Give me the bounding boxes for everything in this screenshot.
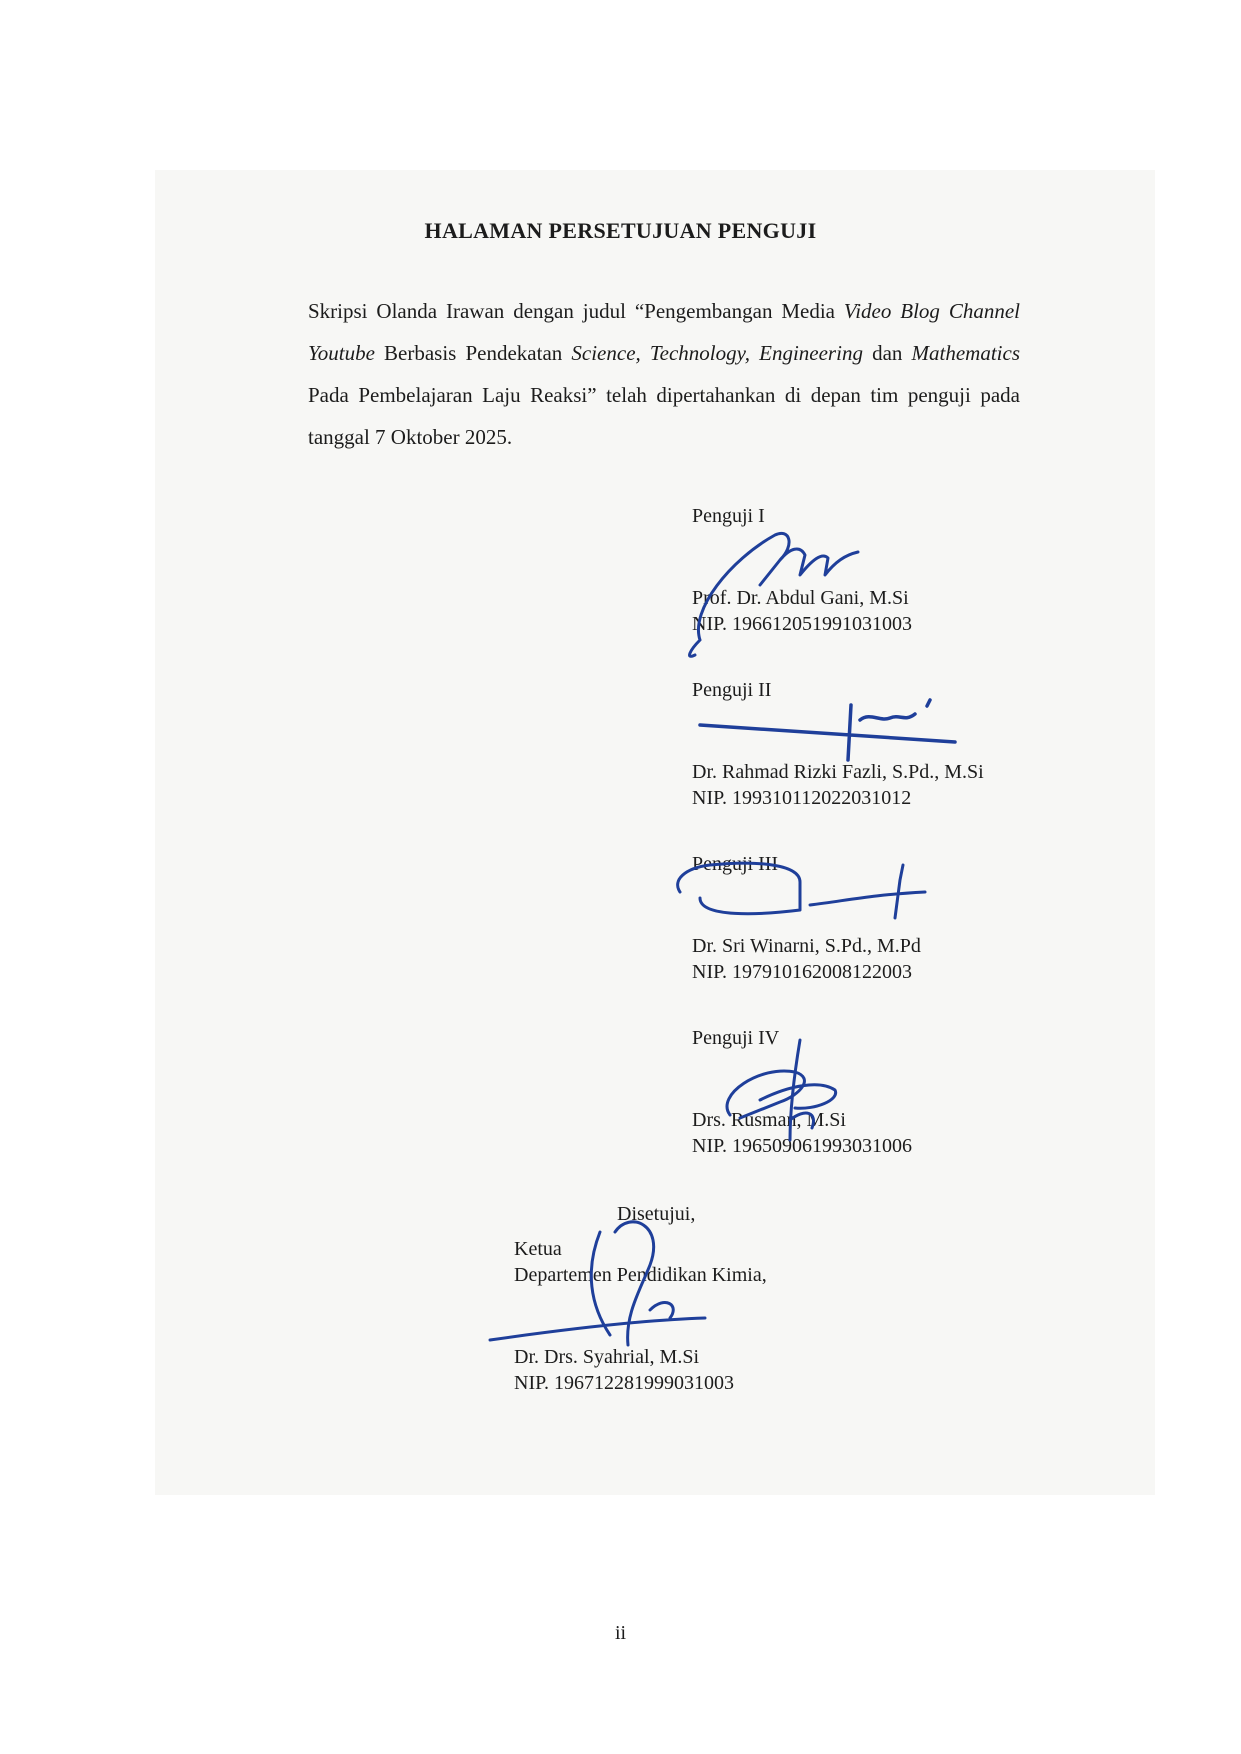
head-nip: NIP. 196712281999031003: [514, 1372, 735, 1394]
statement-segment: Pada Pembelajaran Laju Reaksi” telah dipertahankan di depan tim penguji pada tanggal 7 Oktober 2025.: [308, 383, 1020, 449]
statement-segment-italic: Mathematics: [911, 341, 1020, 365]
examiner-name: Prof. Dr. Abdul Gani, M.Si: [692, 587, 909, 609]
department-name: Departemen Pendidikan Kimia,: [514, 1264, 767, 1286]
examiner-nip: NIP. 196612051991031003: [692, 613, 913, 635]
examiner-name: Drs. Rusman, M.Si: [692, 1109, 846, 1131]
statement-segment: dan: [862, 341, 912, 365]
examiner-nip: NIP. 196509061993031006: [692, 1135, 913, 1157]
approval-label: Disetujui,: [617, 1203, 696, 1225]
examiner-role: Penguji III: [692, 853, 779, 875]
head-name: Dr. Drs. Syahrial, M.Si: [514, 1346, 699, 1368]
approval-statement: [308, 290, 1020, 458]
examiner-role: Penguji II: [692, 679, 772, 701]
examiner-name: Dr. Rahmad Rizki Fazli, S.Pd., M.Si: [692, 761, 984, 783]
position-title: Ketua: [514, 1238, 562, 1260]
examiner-nip: NIP. 197910162008122003: [692, 961, 913, 983]
examiner-nip: NIP. 199310112022031012: [692, 787, 912, 809]
examiner-3-block: [692, 851, 921, 985]
statement-segment: Skripsi Olanda Irawan dengan judul “Pengembangan Media: [308, 299, 844, 323]
statement-segment-italic: Video Blog Channel Youtube: [308, 299, 1020, 365]
statement-segment-italic: Science, Technology, Engineering: [571, 341, 863, 365]
examiner-1-block: [692, 503, 912, 637]
statement-segment: Berbasis Pendekatan: [374, 341, 572, 365]
examiner-4-block: [692, 1025, 912, 1159]
examiner-2-block: [692, 677, 984, 811]
examiner-name: Dr. Sri Winarni, S.Pd., M.Pd: [692, 935, 921, 957]
examiner-role: Penguji I: [692, 505, 765, 527]
page-number: ii: [614, 1622, 627, 1644]
page-title: HALAMAN PERSETUJUAN PENGUJI: [424, 218, 817, 243]
department-head-block: [514, 1236, 767, 1396]
examiner-role: Penguji IV: [692, 1027, 780, 1049]
